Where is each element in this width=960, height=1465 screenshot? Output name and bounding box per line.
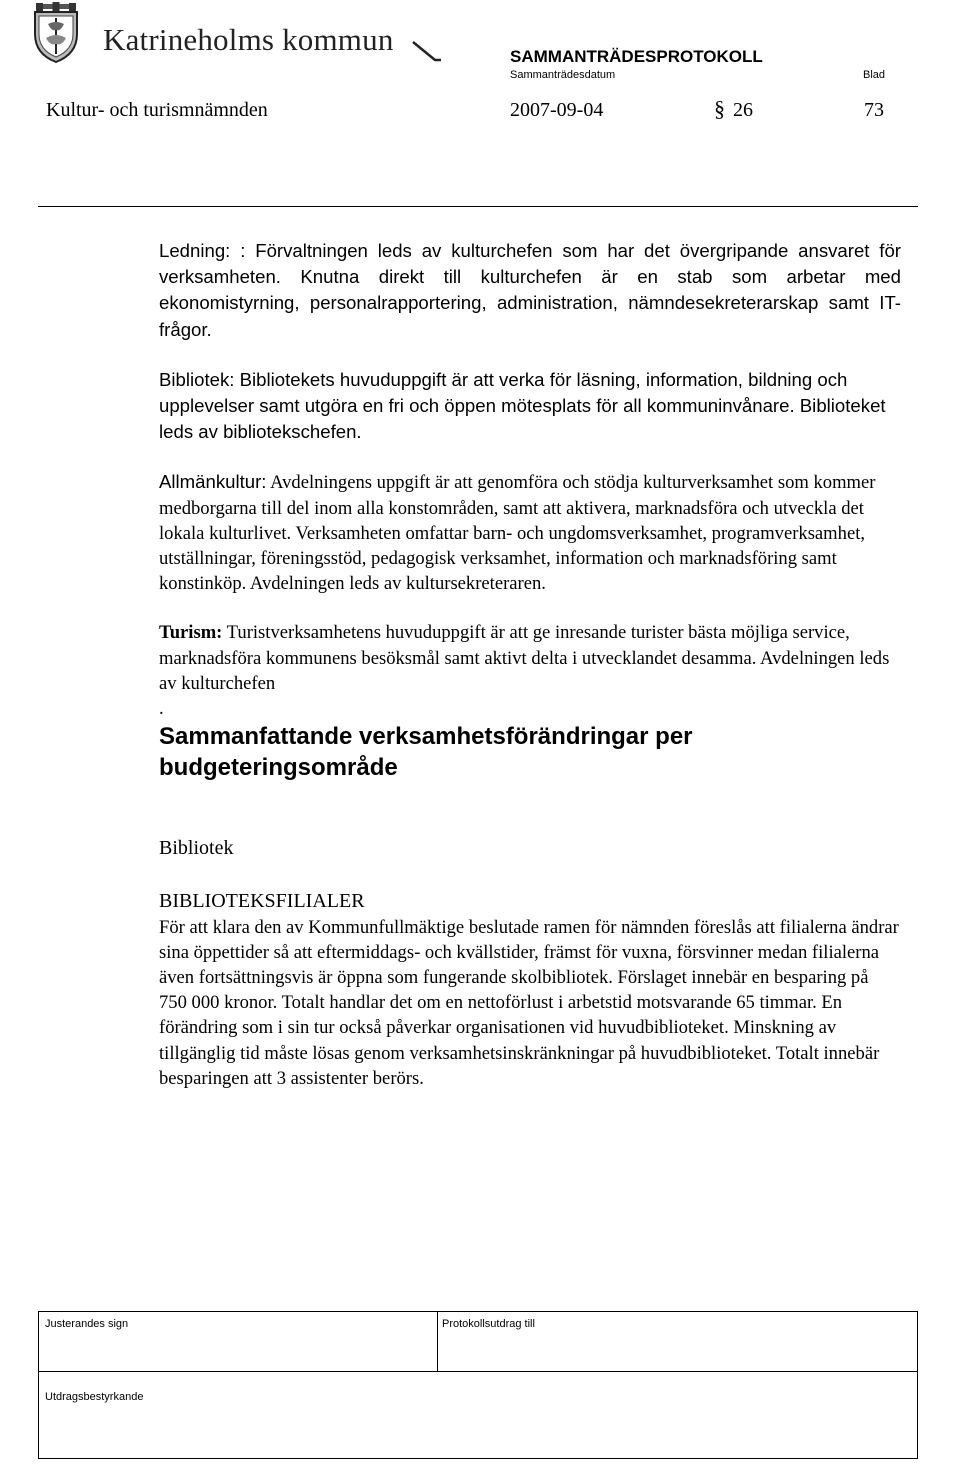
signature-box [38, 1311, 918, 1459]
meeting-date: 2007-09-04 [510, 99, 604, 121]
header-divider [38, 206, 918, 207]
protocol-title: SAMMANTRÄDESPROTOKOLL [510, 47, 763, 66]
label-ledning: Ledning: : [159, 240, 246, 261]
text-bibliotek: Bibliotekets huvuduppgift är att verka för läsning, information, bildning och upplevelser samt utgöra en fri och öppen mötesplats för all kommuninvånare. Biblioteket leds av bibliotekschefen. [159, 368, 886, 443]
label-allmankultur: Allmänkultur: [159, 471, 267, 493]
paragraph-bibliotek [159, 367, 901, 446]
extract-to-label: Protokollsutdrag till [442, 1318, 535, 1330]
text-ledning: Förvaltningen leds av kulturchefen som har det övergripande ansvaret för verksamheten. Knutna direkt till kulturchefen är en stab som arbetar med ekonomistyrning, personalrapportering, administration, nämndesekreterarskap samt IT-frågor. [159, 240, 901, 340]
municipality-name: Katrineholms kommun [103, 22, 394, 57]
certification-label: Utdragsbestyrkande [45, 1391, 144, 1403]
label-turism: Turism: [159, 622, 223, 644]
section-subheading: Bibliotek [159, 837, 234, 860]
brand-underline-mark [411, 40, 441, 64]
stray-period: . [159, 698, 164, 720]
committee-name: Kultur- och turismnämnden [46, 99, 268, 121]
label-bibliotek: Bibliotek: [159, 368, 235, 390]
municipal-coat-of-arms-logo [32, 2, 80, 64]
text-turism: Turistverksamhetens huvuduppgift är att ge inresande turister bästa möjliga service, marknadsföra kommunens besöksmål samt aktivt delta i utvecklandet desamma. Avdelningen leds av kulturchefen [159, 622, 890, 694]
section-number: 26 [733, 99, 753, 121]
page-number: 73 [864, 99, 884, 121]
meeting-date-label: Sammanträdesdatum [510, 69, 616, 81]
signature-box-row-divider [38, 1371, 918, 1372]
subsection-title: BIBLIOTEKSFILIALER [159, 890, 365, 913]
paragraph-ledning [159, 238, 901, 343]
paragraph-allmankultur [159, 469, 901, 596]
subsection-body: För att klara den av Kommunfullmäktige beslutade ramen för nämnden föreslås att filialerna ändrar sina öppettider så att eftermiddags- och kvällstider, främst för vuxna, försvinner medan filialerna även fortsättningsvis är öppna som fungerande skolbibliotek. Förslaget innebär en besparing på 750 000 kronor. Totalt handlar det om en nettoförlust i arbetstid motsvarande 65 timmar. En förändring som i sin tur också påverkar organisationen vid huvudbiblioteket. Minskning av tillgänglig tid måste lösas genom verksamhetsinskränkningar på huvudbiblioteket. Totalt innebär besparingen att 3 assistenter berörs. [159, 916, 899, 1089]
page-label: Blad [863, 69, 886, 81]
text-allmankultur: Avdelningens uppgift är att genomföra och stödja kulturverksamhet som kommer medborgarna till del inom alla konstområden, samt att aktivera, marknadsföra och utveckla det lokala kulturlivet. Verksamheten omfattar barn- och ungdomsverksamhet, programverksamhet, utställningar, föreningsstöd, pedagogisk verksamhet, information och marknadsföring samt konstinköp. Avdelningen leds av kultursekreteraren. [159, 472, 876, 595]
signature-box-divider [437, 1311, 438, 1371]
section-sign: § [714, 96, 725, 121]
adjuster-sign-label: Justerandes sign [45, 1318, 129, 1330]
paragraph-turism [159, 620, 901, 696]
document-body [159, 238, 901, 1091]
section-heading: Sammanfattande verksamhetsförändringar per budgeteringsområde [159, 723, 693, 782]
